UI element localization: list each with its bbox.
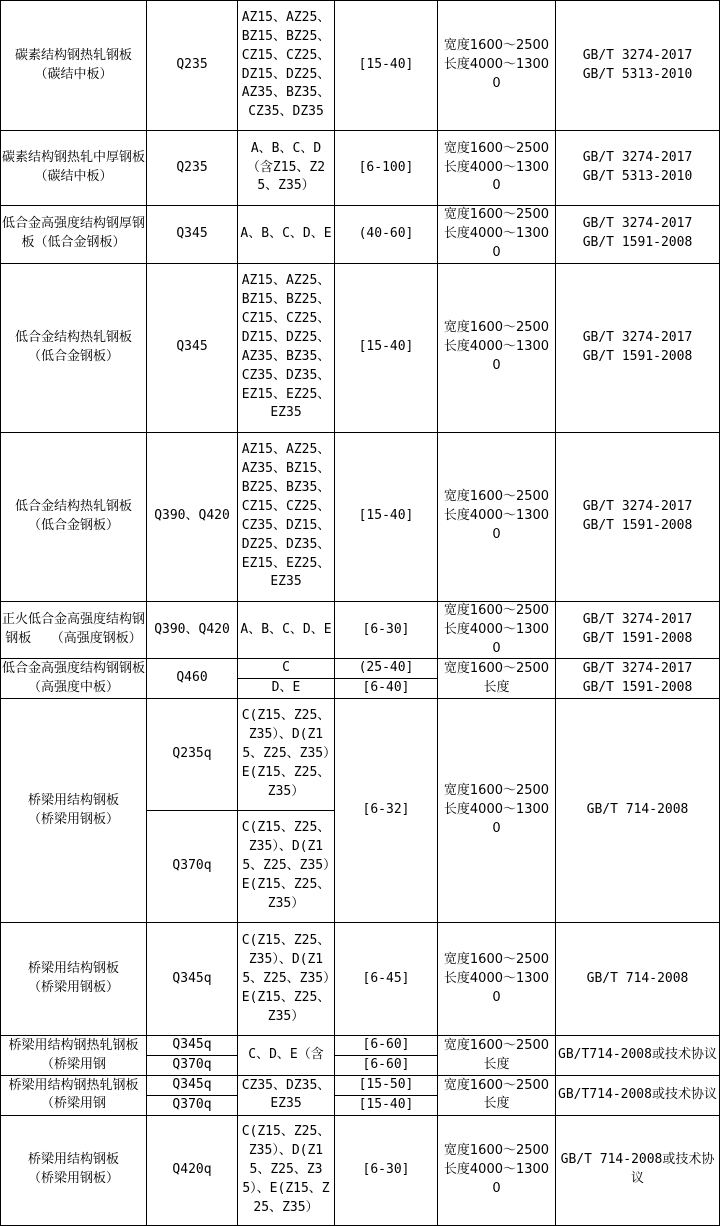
grade-cell: Q235q bbox=[147, 699, 238, 811]
product-name-cell: 低合金高强度结构钢钢板（高强度中板） bbox=[1, 659, 147, 699]
standard-cell: GB/T 3274-2017 GB/T 1591-2008 bbox=[556, 263, 720, 432]
thickness-cell: [6-60] bbox=[335, 1036, 438, 1056]
table-row bbox=[1, 1, 720, 131]
quality-cell: AZ15、AZ25、AZ35、BZ15、BZ25、BZ35、CZ15、CZ25、CZ35、DZ15、DZ25、DZ35、EZ15、EZ25、EZ35 bbox=[238, 432, 335, 601]
grade-cell: Q345q bbox=[147, 1076, 238, 1096]
standard-cell: GB/T 714-2008 bbox=[556, 699, 720, 923]
grade-cell: Q235 bbox=[147, 1, 238, 131]
dimension-cell: 宽度1600～2500长度4000～13000 bbox=[438, 699, 556, 923]
dimension-cell: 宽度1600～2500长度4000～13000 bbox=[438, 432, 556, 601]
dimension-cell: 宽度1600～2500长度 bbox=[438, 1036, 556, 1076]
table-row bbox=[1, 699, 720, 811]
standard-cell: GB/T 3274-2017 GB/T 1591-2008 bbox=[556, 206, 720, 264]
thickness-cell: (25-40] bbox=[335, 659, 438, 679]
standard-cell: GB/T714-2008或技术协议 bbox=[556, 1076, 720, 1116]
table-row bbox=[1, 1036, 720, 1056]
dimension-cell: 宽度1600～2500长度4000～13000 bbox=[438, 131, 556, 206]
quality-cell: C(Z15、Z25、Z35）、D(Z15、Z25、Z35）E(Z15、Z25、Z35） bbox=[238, 923, 335, 1036]
dimension-cell: 宽度1600～2500长度4000～13000 bbox=[438, 601, 556, 659]
table-row bbox=[1, 659, 720, 679]
standard-cell: GB/T 3274-2017 GB/T 5313-2010 bbox=[556, 1, 720, 131]
quality-cell: A、B、C、D、E bbox=[238, 601, 335, 659]
quality-cell: A、B、C、D（含Z15、Z25、Z35） bbox=[238, 131, 335, 206]
thickness-cell: [15-40] bbox=[335, 1095, 438, 1115]
thickness-cell: [6-45] bbox=[335, 923, 438, 1036]
grade-cell: Q370q bbox=[147, 811, 238, 923]
grade-cell: Q345 bbox=[147, 206, 238, 264]
standard-cell: GB/T 3274-2017 GB/T 1591-2008 bbox=[556, 659, 720, 699]
quality-cell: A、B、C、D、E bbox=[238, 206, 335, 264]
dimension-cell: 宽度1600～2500长度 bbox=[438, 1076, 556, 1116]
table-row bbox=[1, 432, 720, 601]
product-name-cell: 桥梁用结构钢热轧钢板 （桥梁用钢 bbox=[1, 1076, 147, 1116]
product-name-cell: 正火低合金高强度结构钢钢板 （高强度钢板） bbox=[1, 601, 147, 659]
thickness-cell: [15-50] bbox=[335, 1076, 438, 1096]
dimension-cell: 宽度1600～2500长度4000～13000 bbox=[438, 206, 556, 264]
dimension-cell: 宽度1600～2500长度 bbox=[438, 659, 556, 699]
standard-cell: GB/T 3274-2017 GB/T 1591-2008 bbox=[556, 432, 720, 601]
product-name-cell: 低合金结构热轧钢板 （低合金钢板） bbox=[1, 432, 147, 601]
quality-cell: D、E bbox=[238, 679, 335, 699]
thickness-cell: [6-60] bbox=[335, 1056, 438, 1076]
quality-cell: C bbox=[238, 659, 335, 679]
quality-cell: C(Z15、Z25、Z35）、D(Z15、Z25、Z35）、E(Z15、Z25、Z35） bbox=[238, 1115, 335, 1225]
table-row bbox=[1, 1076, 720, 1096]
dimension-cell: 宽度1600～2500长度4000～13000 bbox=[438, 1115, 556, 1225]
dimension-cell: 宽度1600～2500长度4000～13000 bbox=[438, 923, 556, 1036]
standard-cell: GB/T714-2008或技术协议 bbox=[556, 1036, 720, 1076]
table-row bbox=[1, 131, 720, 206]
grade-cell: Q235 bbox=[147, 131, 238, 206]
grade-cell: Q345q bbox=[147, 923, 238, 1036]
table-row bbox=[1, 1115, 720, 1225]
quality-cell: C(Z15、Z25、Z35）、D(Z15、Z25、Z35）E(Z15、Z25、Z35） bbox=[238, 699, 335, 811]
product-name-cell: 低合金结构热轧钢板 （低合金钢板） bbox=[1, 263, 147, 432]
product-name-cell: 桥梁用结构钢板 （桥梁用钢板） bbox=[1, 1115, 147, 1225]
table-row bbox=[1, 923, 720, 1036]
thickness-cell: [6-30] bbox=[335, 1115, 438, 1225]
thickness-cell: [6-100] bbox=[335, 131, 438, 206]
thickness-cell: [15-40] bbox=[335, 1, 438, 131]
table-row bbox=[1, 601, 720, 659]
grade-cell: Q390、Q420 bbox=[147, 601, 238, 659]
product-name-cell: 桥梁用结构钢板 （桥梁用钢板） bbox=[1, 699, 147, 923]
grade-cell: Q345q bbox=[147, 1036, 238, 1056]
thickness-cell: [6-32] bbox=[335, 699, 438, 923]
product-name-cell: 碳素结构钢热轧钢板 （碳结中板） bbox=[1, 1, 147, 131]
thickness-cell: [15-40] bbox=[335, 432, 438, 601]
standard-cell: GB/T 714-2008 bbox=[556, 923, 720, 1036]
standard-cell: GB/T 3274-2017 GB/T 1591-2008 bbox=[556, 601, 720, 659]
grade-cell: Q460 bbox=[147, 659, 238, 699]
quality-cell: C(Z15、Z25、Z35）、D(Z15、Z25、Z35）E(Z15、Z25、Z35） bbox=[238, 811, 335, 923]
quality-cell: AZ15、AZ25、BZ15、BZ25、CZ15、CZ25、DZ15、DZ25、AZ35、BZ35、CZ35、DZ35 bbox=[238, 1, 335, 131]
dimension-cell: 宽度1600～2500长度4000～13000 bbox=[438, 263, 556, 432]
table-row bbox=[1, 206, 720, 264]
standard-cell: GB/T 3274-2017 GB/T 5313-2010 bbox=[556, 131, 720, 206]
quality-cell: C、D、E（含 bbox=[238, 1036, 335, 1076]
standard-cell: GB/T 714-2008或技术协议 bbox=[556, 1115, 720, 1225]
product-name-cell: 低合金高强度结构钢厚钢板（低合金钢板） bbox=[1, 206, 147, 264]
dimension-cell: 宽度1600～2500长度4000～13000 bbox=[438, 1, 556, 131]
grade-cell: Q390、Q420 bbox=[147, 432, 238, 601]
quality-cell: CZ35、DZ35、EZ35 bbox=[238, 1076, 335, 1116]
grade-cell: Q420q bbox=[147, 1115, 238, 1225]
product-name-cell: 桥梁用结构钢热轧钢板 （桥梁用钢 bbox=[1, 1036, 147, 1076]
product-name-cell: 碳素结构钢热轧中厚钢板（碳结中板） bbox=[1, 131, 147, 206]
thickness-cell: [6-40] bbox=[335, 679, 438, 699]
quality-cell: AZ15、AZ25、BZ15、BZ25、CZ15、CZ25、DZ15、DZ25、AZ35、BZ35、CZ35、DZ35、EZ15、EZ25、EZ35 bbox=[238, 263, 335, 432]
thickness-cell: [6-30] bbox=[335, 601, 438, 659]
thickness-cell: [15-40] bbox=[335, 263, 438, 432]
table-row bbox=[1, 263, 720, 432]
grade-cell: Q345 bbox=[147, 263, 238, 432]
thickness-cell: (40-60] bbox=[335, 206, 438, 264]
grade-cell: Q370q bbox=[147, 1056, 238, 1076]
product-name-cell: 桥梁用结构钢板 （桥梁用钢板） bbox=[1, 923, 147, 1036]
grade-cell: Q370q bbox=[147, 1095, 238, 1115]
